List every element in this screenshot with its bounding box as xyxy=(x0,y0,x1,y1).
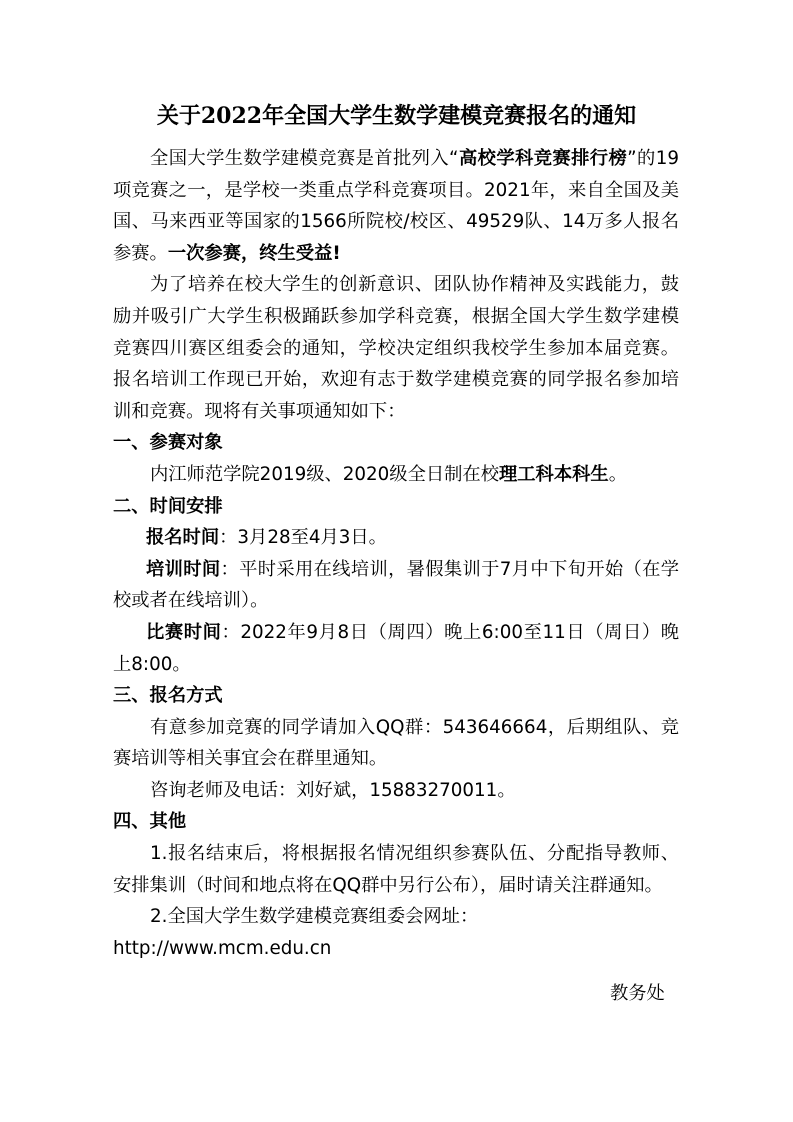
training-time-label: 培训时间 xyxy=(146,558,221,580)
registration-time-label: 报名时间 xyxy=(146,527,220,549)
training-time-text: ：平时采用在线培训，暑假集训于7月中下旬开始（在学校或者在线培训）。 xyxy=(113,558,679,612)
registration-qq-paragraph: 有意参加竞赛的同学请加入QQ群：543646664，后期组队、竞赛培训等相关事宜会在群里通知。 xyxy=(113,716,679,770)
competition-time-label: 比赛时间 xyxy=(146,621,222,643)
signature: 教务处 xyxy=(610,983,665,1004)
registration-time-text: ：3月28至4月3日。 xyxy=(219,527,387,549)
section-heading-registration: 三、报名方式 xyxy=(113,685,223,707)
section-heading-participants: 一、参赛对象 xyxy=(113,432,223,454)
page-title: 关于2022年全国大学生数学建模竞赛报名的通知 xyxy=(156,103,637,129)
intro-slogan: 一次参赛，终生受益! xyxy=(167,242,341,264)
registration-time-paragraph xyxy=(113,522,679,554)
intro-ranking-name: 高校学科竞赛排行榜 xyxy=(458,148,628,169)
contact-paragraph: 咨询老师及电话：刘好斌，15883270011。 xyxy=(150,779,516,801)
intro-text-mid: ”的19项竞赛之一，是学校一类重点学科竞赛项目。2021年，来自全国及美国、马来西亚等国家的1566所院校/校区、49529队、14万多人报名参赛。 xyxy=(113,148,680,264)
other-item-2: 2.全国大学生数学建模竞赛组委会网址：http://www.mcm.edu.cn xyxy=(113,906,479,959)
section-heading-other: 四、其他 xyxy=(113,811,187,833)
intro-text-pre: 全国大学生数学建模竞赛是首批列入“ xyxy=(150,148,459,169)
section-heading-schedule: 二、时间安排 xyxy=(113,495,223,517)
other-item-1: 1.报名结束后，将根据报名情况组织参赛队伍、分配指导教师、安排集训（时间和地点将在QQ群中另行公布），届时请关注群通知。 xyxy=(113,843,679,896)
document-body xyxy=(113,143,679,964)
intro-paragraph xyxy=(113,143,679,269)
participants-end: 。 xyxy=(608,463,627,485)
competition-time-paragraph xyxy=(113,617,679,680)
training-time-paragraph xyxy=(113,554,679,617)
competition-time-text: ：2022年9月8日（周四）晚上6:00至11日（周日）晚上8:00。 xyxy=(113,621,680,675)
participants-paragraph xyxy=(113,459,679,491)
participants-major: 理工科本科生 xyxy=(499,463,609,485)
participants-text: 内江师范学院2019级、2020级全日制在校 xyxy=(150,463,499,485)
purpose-paragraph: 为了培养在校大学生的创新意识、团队协作精神及实践能力，鼓励并吸引广大学生积极踊跃参加学科竞赛，根据全国大学生数学建模竞赛四川赛区组委会的通知，学校决定组织我校学生参加本届竞赛。报名培训工作现已开始，欢迎有志于数学建模竞赛的同学报名参加培训和竞赛。现将有关事项通知如下： xyxy=(113,274,679,422)
